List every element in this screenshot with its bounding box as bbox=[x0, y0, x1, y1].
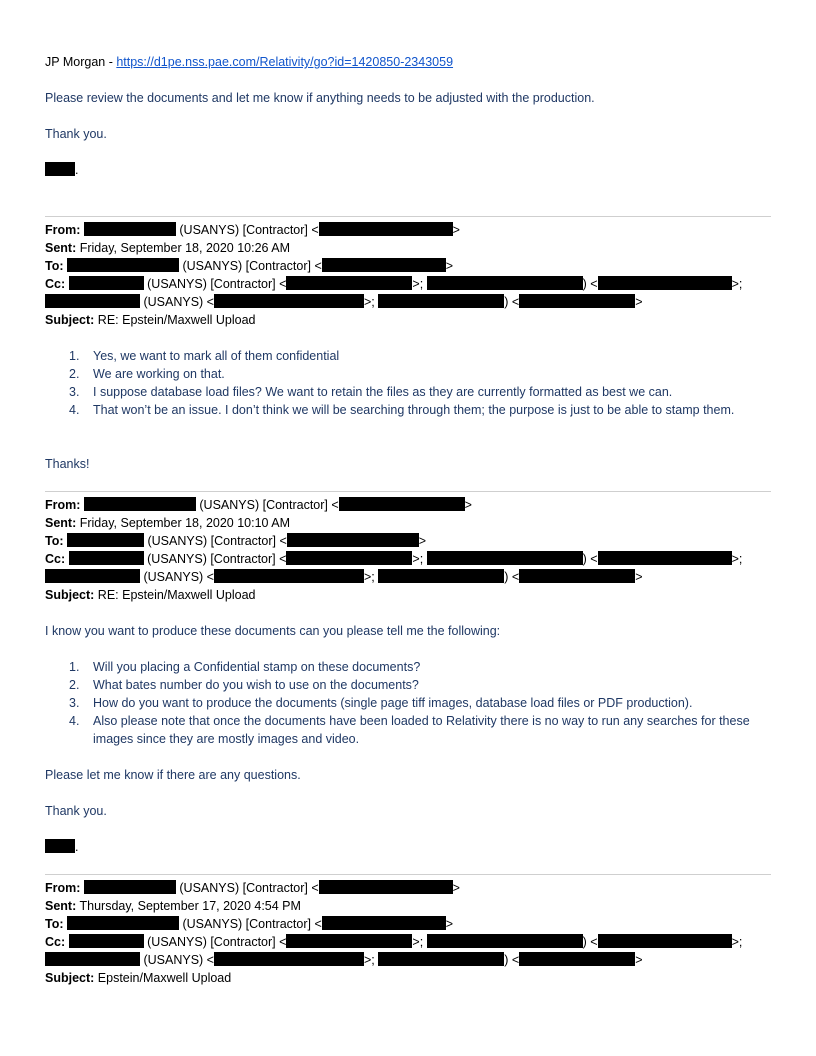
bracket-text: ) < bbox=[582, 935, 598, 949]
redaction-block bbox=[67, 916, 179, 930]
bracket-text: >; bbox=[364, 295, 375, 309]
redaction-block bbox=[339, 497, 465, 511]
redaction-block bbox=[286, 551, 412, 565]
bracket-text: > bbox=[635, 570, 643, 584]
to-label: To: bbox=[45, 917, 64, 931]
list-item: 4. Also please note that once the documents have been loaded to Relativity there is no way to run any searches for these images since they are mostly images and video. bbox=[69, 714, 750, 746]
sent-label: Sent: bbox=[45, 899, 77, 913]
redaction-block bbox=[427, 934, 583, 948]
bracket-text: >; bbox=[412, 552, 424, 566]
bracket-text: > bbox=[452, 881, 460, 895]
bracket-text: >; bbox=[731, 935, 743, 949]
redaction-block bbox=[45, 952, 140, 966]
email3-cc-row-2 bbox=[45, 951, 643, 969]
bracket-text: >; bbox=[731, 277, 743, 291]
org-text: (USANYS) [Contractor] < bbox=[179, 223, 319, 237]
email1-to-row bbox=[45, 257, 453, 275]
email2-questions: Please let me know if there are any questions. bbox=[45, 768, 301, 782]
bracket-text: > bbox=[635, 295, 643, 309]
from-label: From: bbox=[45, 881, 81, 895]
redaction-block bbox=[598, 276, 732, 290]
redaction-block bbox=[84, 497, 196, 511]
org-text: (USANYS) [Contractor] < bbox=[182, 917, 322, 931]
redaction-block bbox=[67, 533, 144, 547]
org-text: (USANYS) [Contractor] < bbox=[182, 259, 322, 273]
redaction-block bbox=[69, 276, 144, 290]
sent-date: Thursday, September 17, 2020 4:54 PM bbox=[79, 899, 301, 913]
cc-label: Cc: bbox=[45, 552, 66, 566]
bracket-text: > bbox=[464, 498, 472, 512]
from-label: From: bbox=[45, 223, 81, 237]
list-item: 1. Yes, we want to mark all of them confidential bbox=[69, 349, 340, 363]
bracket-text: > bbox=[445, 259, 454, 273]
bracket-text: >; bbox=[412, 277, 424, 291]
list-item: 3. I suppose database load files? We want to retain the files as they are currently formatted as best we can. bbox=[69, 385, 673, 399]
redaction-block bbox=[519, 952, 635, 966]
email3-subject-row bbox=[45, 969, 231, 987]
org-text: (USANYS) [Contractor] < bbox=[147, 534, 287, 548]
org-text: (USANYS) < bbox=[143, 295, 214, 309]
bracket-text: >; bbox=[731, 552, 743, 566]
bracket-text: > bbox=[445, 917, 454, 931]
email2-cc-row-2 bbox=[45, 568, 643, 586]
email-separator bbox=[45, 874, 771, 875]
redaction-block bbox=[378, 569, 504, 583]
email2-signature bbox=[45, 838, 78, 856]
redaction-block bbox=[319, 880, 453, 894]
subject-label: Subject: bbox=[45, 971, 95, 985]
email2-cc-row bbox=[45, 550, 742, 568]
email1-sent-row bbox=[45, 239, 290, 257]
to-label: To: bbox=[45, 259, 64, 273]
email2-intro: I know you want to produce these documents can you please tell me the following: bbox=[45, 624, 501, 638]
org-text: (USANYS) < bbox=[143, 953, 214, 967]
org-text: (USANYS) [Contractor] < bbox=[147, 935, 287, 949]
email2-question-list bbox=[45, 658, 775, 748]
redaction-block bbox=[45, 839, 75, 853]
redaction-block bbox=[427, 551, 583, 565]
redaction-block bbox=[378, 294, 504, 308]
bracket-text: > bbox=[418, 534, 427, 548]
relativity-link[interactable]: https://d1pe.nss.pae.com/Relativity/go?id=1420850-2343059 bbox=[116, 55, 454, 69]
email1-from-row bbox=[45, 221, 460, 239]
email1-closing: Thanks! bbox=[45, 457, 90, 471]
bracket-text: ) < bbox=[504, 295, 520, 309]
signature-tail: . bbox=[75, 840, 79, 854]
redaction-block bbox=[214, 569, 364, 583]
subject-text: RE: Epstein/Maxwell Upload bbox=[97, 313, 256, 327]
org-text: (USANYS) [Contractor] < bbox=[147, 277, 287, 291]
redaction-block bbox=[69, 934, 144, 948]
redaction-block bbox=[287, 533, 419, 547]
bracket-text: >; bbox=[364, 953, 375, 967]
email1-cc-row bbox=[45, 275, 742, 293]
subject-text: Epstein/Maxwell Upload bbox=[97, 971, 232, 985]
redaction-block bbox=[69, 551, 144, 565]
email2-sent-row bbox=[45, 514, 290, 532]
redaction-block bbox=[45, 294, 140, 308]
sent-date: Friday, September 18, 2020 10:26 AM bbox=[79, 241, 291, 255]
redaction-block bbox=[84, 880, 176, 894]
bracket-text: ) < bbox=[582, 277, 598, 291]
cc-label: Cc: bbox=[45, 935, 66, 949]
email2-from-row bbox=[45, 496, 472, 514]
list-item: 2. We are working on that. bbox=[69, 367, 225, 381]
redaction-block bbox=[286, 276, 412, 290]
bracket-text: >; bbox=[364, 570, 375, 584]
subject-label: Subject: bbox=[45, 313, 95, 327]
email-separator bbox=[45, 491, 771, 492]
top-link-line bbox=[45, 53, 453, 71]
list-item: 1. Will you placing a Confidential stamp on these documents? bbox=[69, 660, 421, 674]
bracket-text: ) < bbox=[504, 953, 520, 967]
redaction-block bbox=[45, 162, 75, 176]
email-separator bbox=[45, 216, 771, 217]
sent-label: Sent: bbox=[45, 241, 77, 255]
signature-tail: . bbox=[75, 163, 79, 177]
sent-date: Friday, September 18, 2020 10:10 AM bbox=[79, 516, 291, 530]
bracket-text: >; bbox=[412, 935, 424, 949]
to-label: To: bbox=[45, 534, 64, 548]
redaction-block bbox=[322, 258, 446, 272]
client-name: JP Morgan - bbox=[45, 55, 117, 69]
email2-subject-row bbox=[45, 586, 256, 604]
email2-to-row bbox=[45, 532, 426, 550]
cc-label: Cc: bbox=[45, 277, 66, 291]
redaction-block bbox=[286, 934, 412, 948]
redaction-block bbox=[598, 934, 732, 948]
list-item: 2. What bates number do you wish to use on the documents? bbox=[69, 678, 419, 692]
email2-thanks: Thank you. bbox=[45, 804, 107, 818]
redaction-block bbox=[519, 569, 635, 583]
redaction-block bbox=[427, 276, 583, 290]
org-text: (USANYS) < bbox=[143, 570, 214, 584]
bracket-text: ) < bbox=[504, 570, 520, 584]
email1-cc-row-2 bbox=[45, 293, 643, 311]
bracket-text: > bbox=[635, 953, 643, 967]
org-text: (USANYS) [Contractor] < bbox=[199, 498, 339, 512]
email1-answer-list bbox=[45, 347, 775, 419]
bracket-text: ) < bbox=[582, 552, 598, 566]
redaction-block bbox=[322, 916, 446, 930]
top-thanks: Thank you. bbox=[45, 127, 107, 141]
redaction-block bbox=[378, 952, 504, 966]
redaction-block bbox=[319, 222, 453, 236]
from-label: From: bbox=[45, 498, 81, 512]
list-item: 4. That won’t be an issue. I don’t think we will be searching through them; the purpose is just to be able to stamp them. bbox=[69, 403, 735, 417]
bracket-text: > bbox=[452, 223, 460, 237]
redaction-block bbox=[598, 551, 732, 565]
redaction-block bbox=[519, 294, 635, 308]
redaction-block bbox=[214, 294, 364, 308]
subject-label: Subject: bbox=[45, 588, 95, 602]
redaction-block bbox=[45, 569, 140, 583]
list-item: 3. How do you want to produce the documents (single page tiff images, database load files or PDF production). bbox=[69, 696, 693, 710]
sent-label: Sent: bbox=[45, 516, 77, 530]
redaction-block bbox=[214, 952, 364, 966]
top-signature bbox=[45, 161, 78, 179]
email3-to-row bbox=[45, 915, 453, 933]
top-body-text: Please review the documents and let me know if anything needs to be adjusted with the production. bbox=[45, 91, 595, 105]
email3-cc-row bbox=[45, 933, 742, 951]
redaction-block bbox=[67, 258, 179, 272]
email3-from-row bbox=[45, 879, 460, 897]
redaction-block bbox=[84, 222, 176, 236]
email3-sent-row bbox=[45, 897, 301, 915]
email1-subject-row bbox=[45, 311, 256, 329]
org-text: (USANYS) [Contractor] < bbox=[179, 881, 319, 895]
org-text: (USANYS) [Contractor] < bbox=[147, 552, 287, 566]
subject-text: RE: Epstein/Maxwell Upload bbox=[97, 588, 256, 602]
